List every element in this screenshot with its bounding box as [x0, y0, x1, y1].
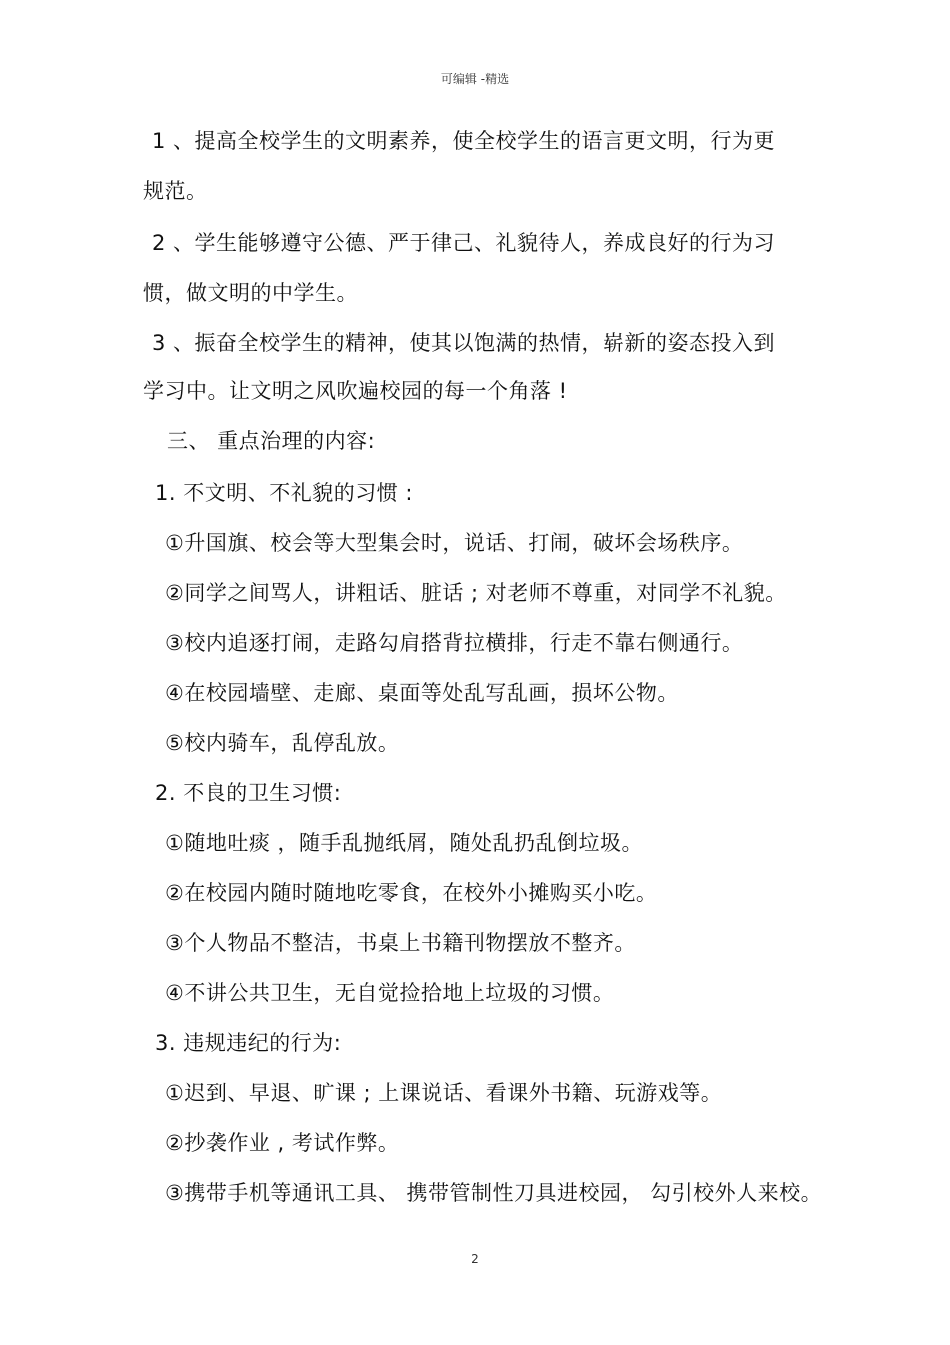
goal-2-line-1: 2 、学生能够遵守公德、严于律己、礼貌待人，养成良好的行为习: [152, 231, 776, 255]
page-number: 2: [471, 1252, 479, 1266]
goal-1-line-2: 规范。: [143, 179, 208, 203]
group-2-item-2: ②在校园内随时随地吃零食，在校外小摊购买小吃。: [165, 881, 658, 905]
group-3-item-1: ①迟到、早退、旷课 ; 上课说话、看课外书籍、玩游戏等。: [165, 1081, 723, 1105]
page-header: 可编辑 -精选: [440, 72, 510, 86]
group-1-title: 1. 不文明、不礼貌的习惯 :: [155, 481, 413, 505]
group-2-item-1: ①随地吐痰 ，随手乱抛纸屑，随处乱扔乱倒垃圾。: [165, 831, 643, 855]
group-3-title: 3. 违规违纪的行为:: [155, 1031, 342, 1055]
group-3-item-3: ③携带手机等通讯工具、 携带管制性刀具进校园， 勾引校外人来校。: [165, 1181, 823, 1205]
goal-1-line-1: 1 、提高全校学生的文明素养，使全校学生的语言更文明，行为更: [152, 129, 776, 153]
group-1-item-4: ④在校园墙壁、走廊、桌面等处乱写乱画，损坏公物。: [165, 681, 679, 705]
group-1-item-3: ③校内追逐打闹，走路勾肩搭背拉横排，行走不靠右侧通行。: [165, 631, 744, 655]
group-3-item-2: ②抄袭作业 , 考试作弊。: [165, 1131, 400, 1155]
group-2-title: 2. 不良的卫生习惯:: [155, 781, 342, 805]
section-heading: 三、 重点治理的内容:: [167, 429, 376, 453]
group-1-item-5: ⑤校内骑车，乱停乱放。: [165, 731, 400, 755]
group-2-item-4: ④不讲公共卫生，无自觉捡拾地上垃圾的习惯。: [165, 981, 615, 1005]
goal-3-line-2: 学习中。让文明之风吹遍校园的每一个角落 !: [143, 379, 568, 403]
goal-2-line-2: 惯，做文明的中学生。: [143, 281, 358, 305]
group-2-item-3: ③个人物品不整洁，书桌上书籍刊物摆放不整齐。: [165, 931, 636, 955]
goal-3-line-1: 3 、振奋全校学生的精神，使其以饱满的热情，崭新的姿态投入到: [152, 331, 776, 355]
group-1-item-2: ②同学之间骂人，讲粗话、脏话 ; 对老师不尊重，对同学不礼貌。: [165, 581, 787, 605]
group-1-item-1: ①升国旗、校会等大型集会时，说话、打闹，破坏会场秩序。: [165, 531, 744, 555]
